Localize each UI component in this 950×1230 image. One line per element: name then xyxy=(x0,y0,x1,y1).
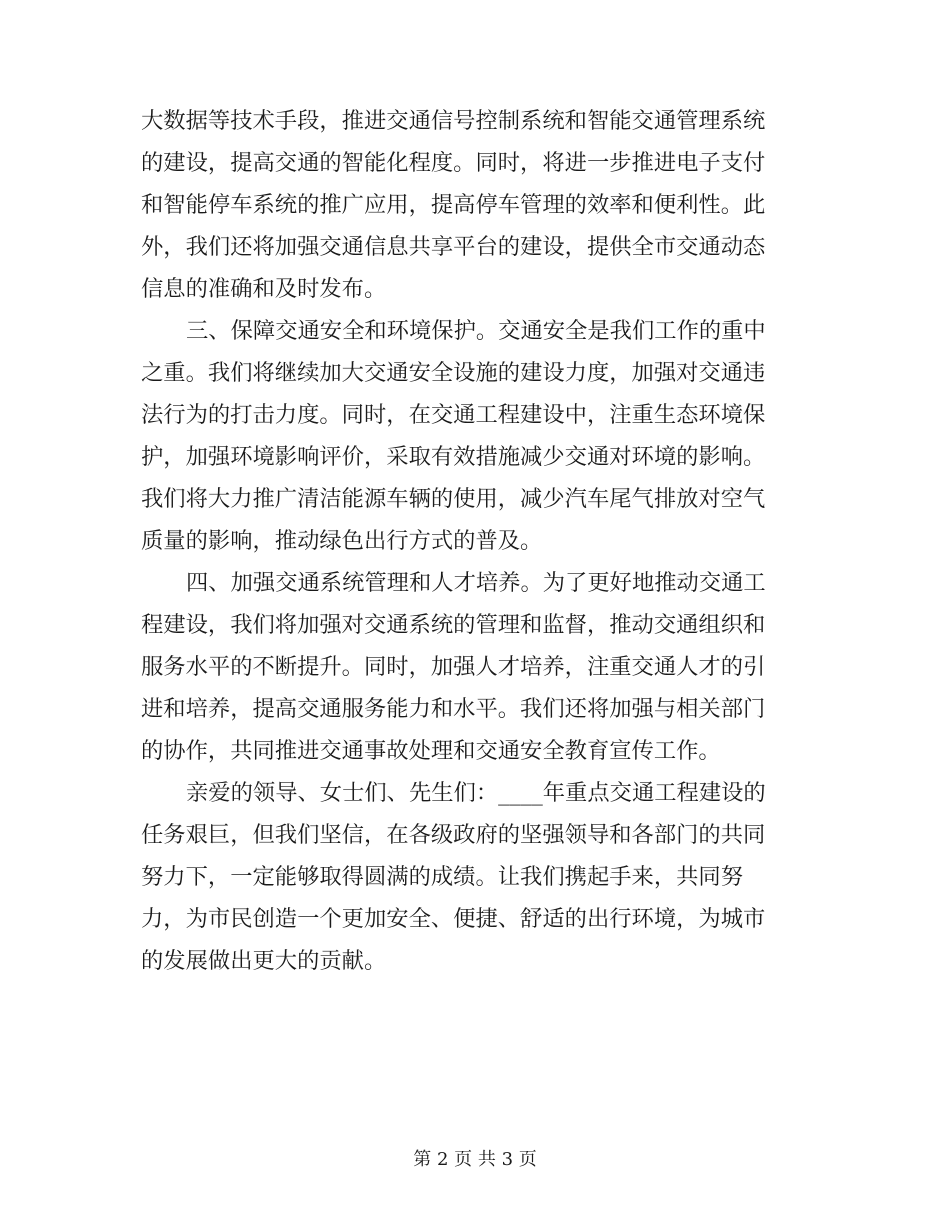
text-line: 质量的影响，推动绿色出行方式的普及。 xyxy=(141,528,543,554)
text-line: 的建设，提高交通的智能化程度。同时，将进一步推进电子支付 xyxy=(141,150,766,176)
paragraph xyxy=(141,100,809,310)
text-line: 护，加强环境影响评价，采取有效措施减少交通对环境的影响。 xyxy=(141,444,766,470)
page-footer: 第 2 页 共 3 页 xyxy=(413,1149,537,1170)
paragraph xyxy=(141,772,809,982)
text-line: 信息的准确和及时发布。 xyxy=(141,276,387,302)
text-line: 大数据等技术手段，推进交通信号控制系统和智能交通管理系统 xyxy=(141,108,766,134)
text-line: 任务艰巨，但我们坚信，在各级政府的坚强领导和各部门的共同 xyxy=(141,822,766,848)
text-line: 力，为市民创造一个更加安全、便捷、舒适的出行环境，为城市 xyxy=(141,906,766,932)
text-line: 的协作，共同推进交通事故处理和交通安全教育宣传工作。 xyxy=(141,738,721,764)
text-line: 和智能停车系统的推广应用，提高停车管理的效率和便利性。此 xyxy=(141,192,766,218)
paragraph xyxy=(141,562,809,772)
text-line: 法行为的打击力度。同时，在交通工程建设中，注重生态环境保 xyxy=(141,402,766,428)
text-line: 进和培养，提高交通服务能力和水平。我们还将加强与相关部门 xyxy=(141,696,766,722)
text-line: 四、加强交通系统管理和人才培养。为了更好地推动交通工 xyxy=(186,570,766,596)
text-line: 外，我们还将加强交通信息共享平台的建设，提供全市交通动态 xyxy=(141,234,766,260)
paragraph xyxy=(141,310,809,562)
text-line: 服务水平的不断提升。同时，加强人才培养，注重交通人才的引 xyxy=(141,654,766,680)
text-line: 程建设，我们将加强对交通系统的管理和监督，推动交通组织和 xyxy=(141,612,766,638)
text-line: 努力下，一定能够取得圆满的成绩。让我们携起手来，共同努 xyxy=(141,864,744,890)
text-line: 三、保障交通安全和环境保护。交通安全是我们工作的重中 xyxy=(186,318,766,344)
text-line: 之重。我们将继续加大交通安全设施的建设力度，加强对交通违 xyxy=(141,360,766,386)
text-line: 亲爱的领导、女士们、先生们：____年重点交通工程建设的 xyxy=(186,780,766,806)
text-line: 我们将大力推广清洁能源车辆的使用，减少汽车尾气排放对空气 xyxy=(141,486,766,512)
text-line: 的发展做出更大的贡献。 xyxy=(141,948,387,974)
document-body xyxy=(141,100,809,982)
